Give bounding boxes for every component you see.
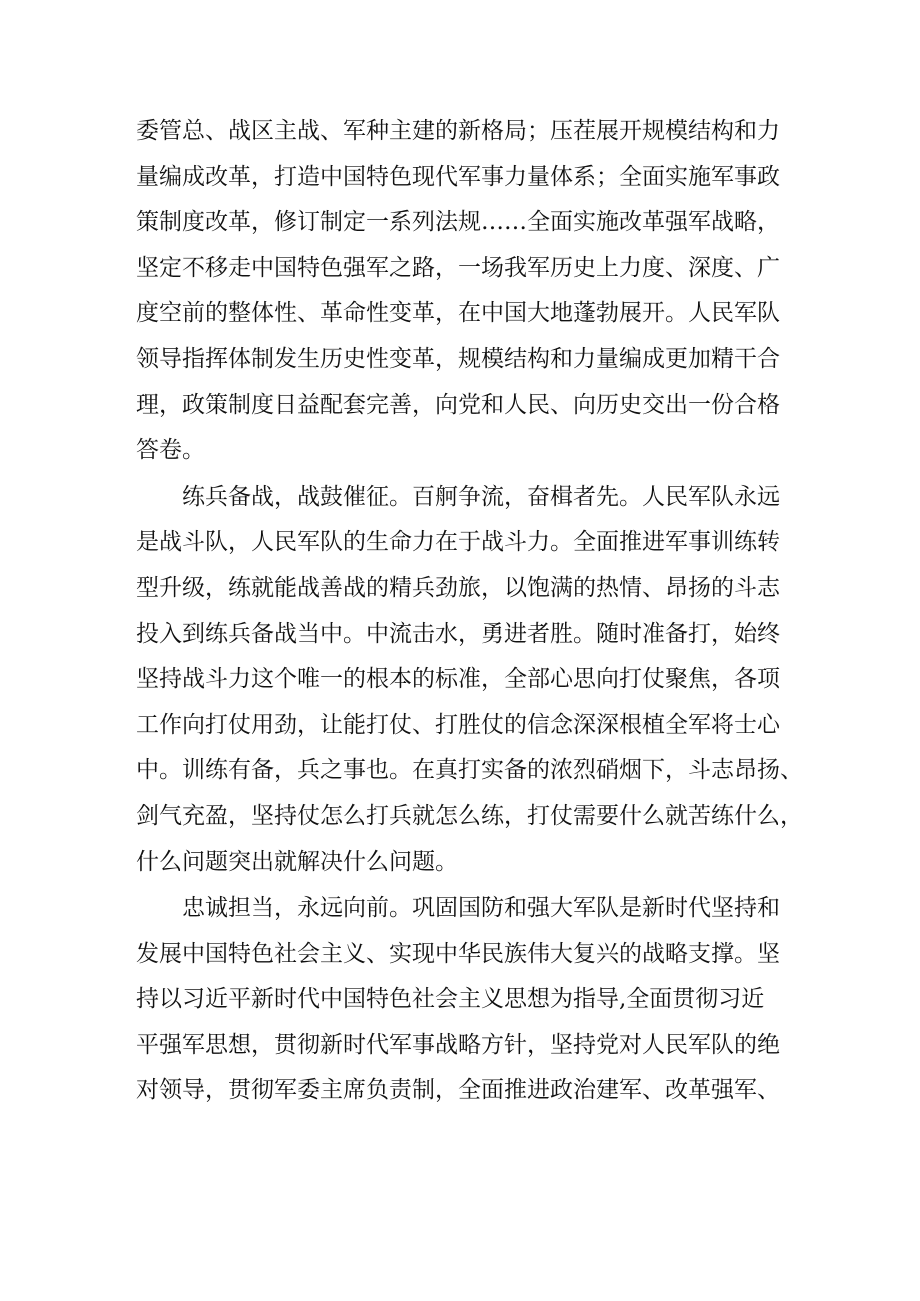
document-body xyxy=(136,109,803,1115)
paragraph-reform xyxy=(136,109,796,474)
text-line: 领导指挥体制发生历史性变革，规模结构和力量编成更加精干合 xyxy=(136,345,780,372)
text-line: 持以习近平新时代中国特色社会主义思想为指导,全面贯彻习近 xyxy=(136,986,765,1013)
text-line: 中。训练有备，兵之事也。在真打实备的浓烈硝烟下，斗志昂扬、 xyxy=(136,757,803,784)
text-line: 委管总、战区主战、军种主建的新格局；压茬展开规模结构和力 xyxy=(136,118,780,144)
text-line: 剑气充盈，坚持仗怎么打兵就怎么练，打仗需要什么就苦练什么， xyxy=(136,802,803,829)
paragraph-training xyxy=(136,475,803,885)
text-line: 量编成改革，打造中国特色现代军事力量体系；全面实施军事政 xyxy=(136,163,780,190)
text-line: 坚定不移走中国特色强军之路，一场我军历史上力度、深度、广 xyxy=(136,254,780,281)
text-line: 平强军思想，贯彻新时代军事战略方针，坚持党对人民军队的绝 xyxy=(136,1031,780,1058)
text-line: 坚持战斗力这个唯一的根本的标准，全部心思向打仗聚焦，各项 xyxy=(136,666,780,693)
paragraph-loyalty xyxy=(136,886,796,1114)
text-line: 度空前的整体性、革命性变革，在中国大地蓬勃展开。人民军队 xyxy=(136,300,780,327)
text-line: 答卷。 xyxy=(136,437,205,464)
text-line: 什么问题突出就解决什么问题。 xyxy=(136,848,458,875)
text-line: 理，政策制度日益配套完善，向党和人民、向历史交出一份合格 xyxy=(136,391,780,418)
text-line: 投入到练兵备战当中。中流击水，勇进者胜。随时准备打，始终 xyxy=(136,620,780,647)
text-line: 工作向打仗用劲，让能打仗、打胜仗的信念深深根植全军将士心 xyxy=(136,711,780,738)
text-line: 策制度改革，修订制定一系列法规……全面实施改革强军战略， xyxy=(136,209,780,236)
text-line: 对领导，贯彻军委主席负责制，全面推进政治建军、改革强军、 xyxy=(136,1077,780,1104)
text-line: 忠诚担当，永远向前。巩固国防和强大军队是新时代坚持和 xyxy=(182,895,780,922)
text-line: 是战斗队，人民军队的生命力在于战斗力。全面推进军事训练转 xyxy=(136,529,780,556)
text-line: 型升级，练就能战善战的精兵劲旅，以饱满的热情、昂扬的斗志 xyxy=(136,574,780,601)
text-line: 练兵备战，战鼓催征。百舸争流，奋楫者先。人民军队永远 xyxy=(182,483,780,510)
text-line: 发展中国特色社会主义、实现中华民族伟大复兴的战略支撑。坚 xyxy=(136,940,780,967)
